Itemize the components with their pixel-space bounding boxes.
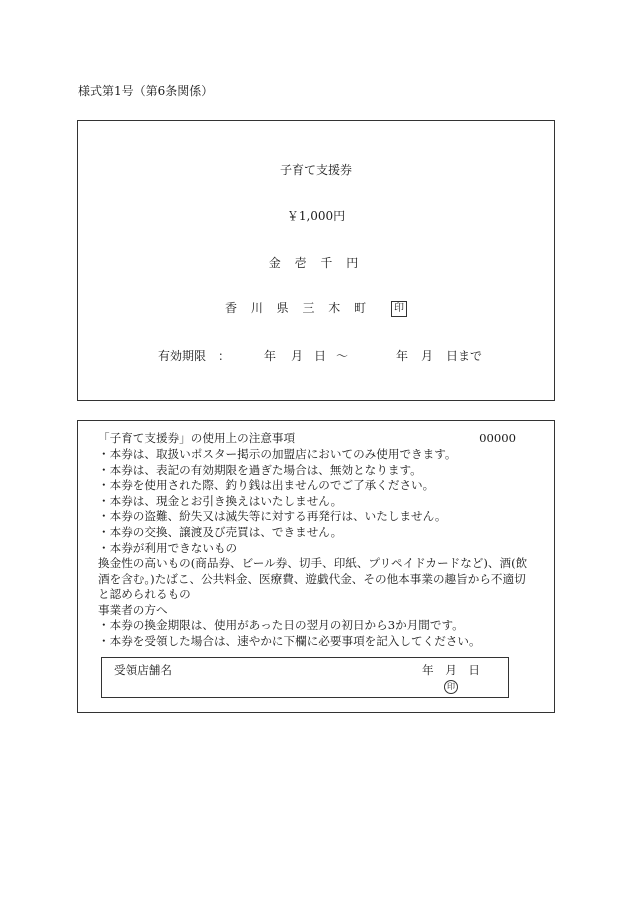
note-item: ・本券は、取扱いポスター掲示の加盟店においてのみ使用できます。 <box>98 447 457 461</box>
note-item: ・本券を使用された際、釣り銭は出ませんのでご了承ください。 <box>98 478 435 493</box>
notes-list <box>98 447 538 603</box>
note-item: ・本券は、表記の有効期限を過ぎた場合は、無効となります。 <box>98 462 422 477</box>
business-note-item: ・本券の換金期限は、使用があった日の翌月の初日から3か月間です。 <box>98 618 464 632</box>
receipt-box <box>101 657 509 698</box>
validity-tilde: ～ <box>336 349 349 363</box>
validity-start-day: 日 <box>314 349 327 363</box>
receipt-seal-icon: 印 <box>444 680 458 694</box>
notes-heading: 「子育て支援券」の使用上の注意事項 <box>98 431 296 445</box>
business-heading: 事業者の方へ <box>98 603 168 617</box>
voucher-box <box>77 120 555 401</box>
note-sub-item: 酒を含む。)たばこ、公共料金、医療費、遊戯代金、その他本事業の趣旨から不適切 <box>98 571 526 586</box>
voucher-serial-number: 00000 <box>479 431 516 445</box>
voucher-title: 子育て支援券 <box>279 163 352 177</box>
validity-start-month: 月 <box>291 349 304 363</box>
validity-end-month: 月 <box>421 349 434 363</box>
receipt-date: 年 月 日 <box>422 663 480 677</box>
issuer-seal-icon: 印 <box>391 301 407 317</box>
validity-end-day: 日まで <box>446 349 483 363</box>
usage-notes-box <box>77 420 555 713</box>
note-sub-item: 換金性の高いもの(商品券、ビール券、切手、印紙、プリペイドカードなど)、酒(飲 <box>98 556 528 571</box>
voucher-issuer <box>78 299 554 317</box>
validity-end-year: 年 <box>396 349 409 363</box>
note-sub-item: と認められるもの <box>98 587 191 602</box>
business-note-item: ・本券を受領した場合は、速やかに下欄に必要事項を記入してください。 <box>98 633 481 648</box>
validity-label: 有効期限 ： <box>158 349 231 363</box>
validity-start-year: 年 <box>264 349 277 363</box>
note-item: ・本券の盗難、紛失又は滅失等に対する再発行は、いたしません。 <box>98 509 447 524</box>
voucher-amount-kanji: 金 壱 千 円 <box>268 256 364 270</box>
note-item: ・本券の交換、譲渡及び売買は、できません。 <box>98 524 343 539</box>
receipt-store-label: 受領店舗名 <box>114 663 172 677</box>
voucher-amount: ￥1,000円 <box>286 209 346 223</box>
business-notes-list <box>98 618 481 649</box>
form-number-label: 様式第1号（第6条関係） <box>78 84 214 98</box>
issuer-name: 香 川 県 三 木 町 <box>225 301 372 315</box>
note-item: ・本券は、現金とお引き換えはいたしません。 <box>98 493 343 508</box>
note-item: ・本券が利用できないもの <box>98 540 238 555</box>
